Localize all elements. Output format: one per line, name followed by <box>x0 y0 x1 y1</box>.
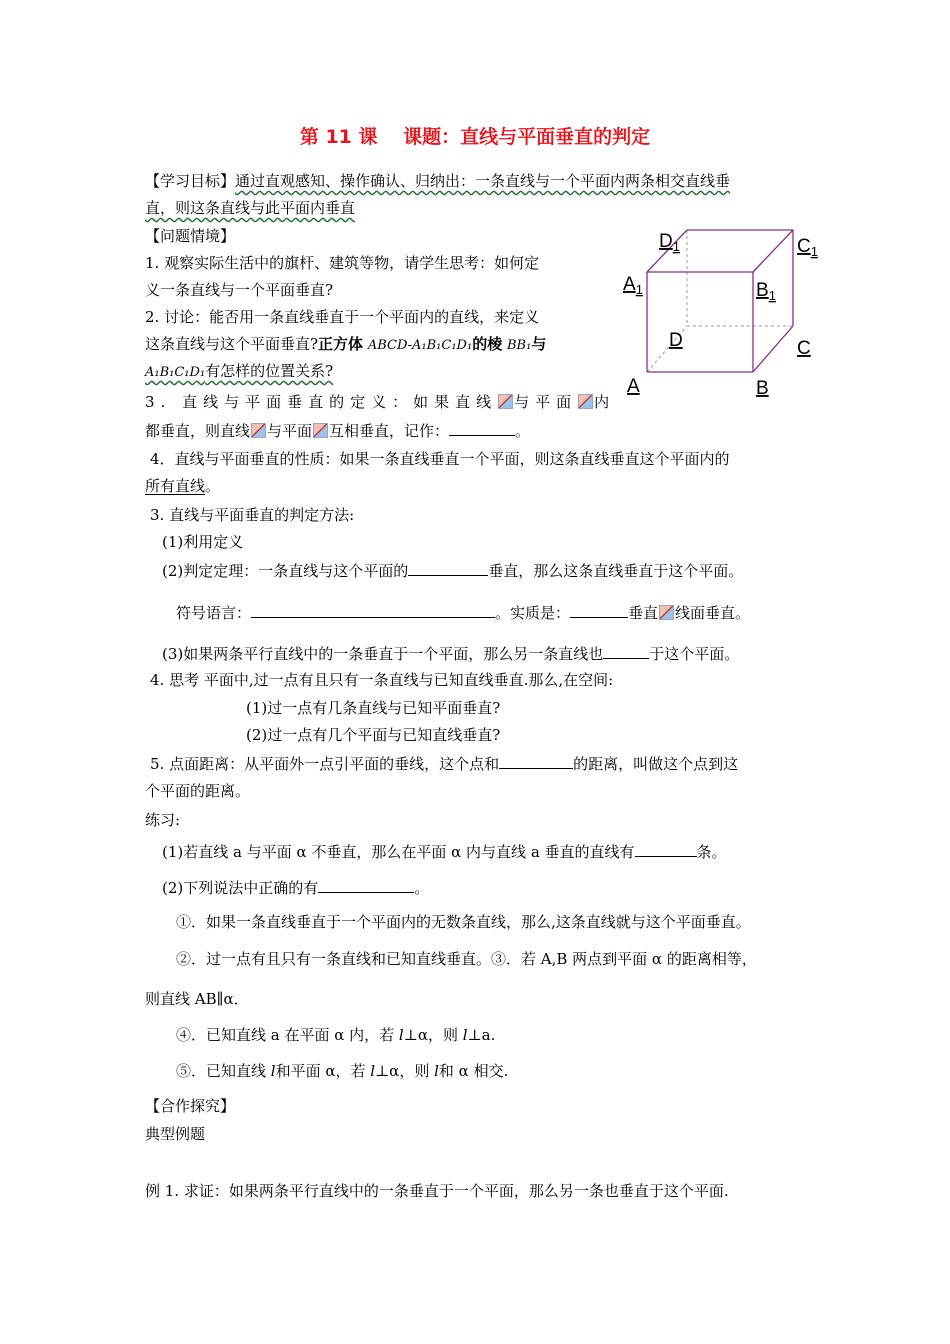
q3-line-1 <box>145 392 615 412</box>
statement-4-b: ⊥α，则 <box>403 1026 463 1044</box>
q3-text-a: 3. 直线与平面垂直的定义：如果直线 <box>145 393 498 411</box>
think-q2: (2)过一点有几个平面与已知直线垂直? <box>246 726 501 744</box>
q2-cube-name: ABCD-A₁B₁C₁D₁ <box>367 338 473 353</box>
cooperate-label: 【合作探究】 <box>145 1097 236 1115</box>
q2-face: A₁B₁C₁D₁ <box>145 365 206 380</box>
broken-image-icon <box>498 394 513 409</box>
label-a: A <box>627 376 640 397</box>
label-a1: $A_1$ <box>623 274 643 297</box>
var-l: l <box>462 1026 468 1044</box>
var-l: l <box>434 1062 439 1080</box>
q3-text-d: 都垂直，则直线 <box>145 422 251 440</box>
statement-5-b: 和平面 α，若 <box>275 1062 371 1080</box>
practice-2-a: (2)下列说法中正确的有 <box>162 879 319 897</box>
broken-image-icon <box>251 423 266 438</box>
situation-label: 【问题情境】 <box>145 227 236 245</box>
statement-2-3: ②．过一点有且只有一条直线和已知直线垂直。③．若 A,B 两点到平面 α 的距离相等， <box>176 950 757 968</box>
answer-blank[interactable] <box>570 602 628 618</box>
practice-label: 练习: <box>145 811 181 829</box>
distance-line-1 <box>150 753 738 774</box>
symbol-a: 符号语言： <box>176 604 252 622</box>
answer-blank[interactable] <box>635 841 697 857</box>
answer-blank[interactable] <box>499 753 573 769</box>
statement-4-c: ⊥a. <box>467 1026 496 1044</box>
q3-line-2 <box>145 420 530 441</box>
broken-image-icon <box>313 423 328 438</box>
goal-text-1: 通过直观感知、操作确认、归纳出：一条直线与一个平面内两条相交直线垂 <box>235 172 731 190</box>
label-d: D <box>669 330 683 351</box>
vertex-labels <box>623 231 818 399</box>
q2-edge-text: 的棱 <box>472 335 503 353</box>
label-b1: $B_1$ <box>756 280 776 303</box>
cooperate-sub: 典型例题 <box>145 1125 206 1143</box>
distance-b: 的距离，叫做这个点到这 <box>573 755 739 773</box>
method-2 <box>162 560 743 581</box>
edge-bc <box>753 326 793 372</box>
think-q1: (1)过一点有几条直线与已知平面垂直? <box>246 699 501 717</box>
q3-text-e: 与平面 <box>267 422 313 440</box>
statement-5-c: ⊥α，则 <box>375 1062 435 1080</box>
statement-3-cont: 则直线 AB∥α． <box>145 990 249 1008</box>
method-3-b: 于这个平面。 <box>649 645 740 663</box>
broken-image-icon <box>578 394 593 409</box>
practice-2-b: 。 <box>414 879 430 897</box>
symbol-c: 垂直 <box>628 604 659 622</box>
method-1: (1)利用定义 <box>162 533 244 551</box>
method-2-b: 垂直，那么这条直线垂直于这个平面。 <box>488 562 744 580</box>
property-line-1: 4．直线与平面垂直的性质：如果一条直线垂直一个平面，则这条直线垂直这个平面内的 <box>150 450 730 468</box>
practice-2 <box>162 877 429 898</box>
answer-blank[interactable] <box>449 420 515 436</box>
property-end: 。 <box>205 477 221 495</box>
goal-line-1 <box>145 171 730 191</box>
q3-text-f: 互相垂直，记作： <box>329 422 450 440</box>
method-2-a: (2)判定定理：一条直线与这个平面的 <box>162 562 409 580</box>
edge-b1c1 <box>753 230 793 272</box>
label-b: B <box>756 378 769 399</box>
methods-heading: 3. 直线与平面垂直的判定方法: <box>150 506 355 524</box>
var-l: l <box>270 1062 276 1080</box>
cube-diagram <box>615 222 835 402</box>
statement-5 <box>176 1061 508 1081</box>
method-3-a: (3)如果两条平行直线中的一条垂直于一个平面，那么另一条直线也 <box>162 645 604 663</box>
property-all-lines: 所有直线 <box>145 477 206 495</box>
method-3 <box>162 643 739 664</box>
statement-4 <box>176 1025 495 1045</box>
broken-image-icon <box>659 605 674 620</box>
label-d1: $D_1$ <box>659 231 680 254</box>
q2-text: 这条直线与这个平面垂直? <box>145 335 319 353</box>
distance-a: 5. 点面距离：从平面外一点引平面的垂线，这个点和 <box>150 755 500 773</box>
symbol-b: 。实质是： <box>495 604 571 622</box>
q1-line-1: 1. 观察实际生活中的旗杆、建筑等物，请学生思考：如何定 <box>145 254 540 272</box>
practice-1-a: (1)若直线 a 与平面 α 不垂直，那么在平面 α 内与直线 a 垂直的直线有 <box>162 843 635 861</box>
answer-blank[interactable] <box>408 560 488 576</box>
var-l: l <box>398 1026 404 1044</box>
q2-with: 与 <box>531 335 547 353</box>
var-l: l <box>370 1062 376 1080</box>
q2-line-1: 2. 讨论：能否用一条直线垂直于一个平面内的直线，来定义 <box>145 308 540 326</box>
statement-5-a: ⑤．已知直线 <box>176 1062 271 1080</box>
q2-relation: 有怎样的位置关系? <box>205 362 334 380</box>
q2-cube-word: 正方体 <box>318 335 364 353</box>
answer-blank[interactable] <box>318 877 414 893</box>
distance-line-2: 个平面的距离。 <box>145 782 251 800</box>
q2-face-relation <box>145 362 333 380</box>
q1-line-2: 义一条直线与一个平面垂直? <box>145 281 334 299</box>
think-line: 4. 思考 平面中,过一点有且只有一条直线与已知直线垂直.那么,在空间: <box>150 671 614 689</box>
q3-text-g: 。 <box>515 422 531 440</box>
goal-line-2 <box>145 198 355 218</box>
q2-line-3 <box>145 361 333 383</box>
example-1: 例 1. 求证：如果两条平行直线中的一条垂直于一个平面，那么另一条也垂直于这个平面. <box>145 1182 729 1200</box>
q2-line-2 <box>145 334 546 356</box>
symbol-line <box>176 602 750 623</box>
answer-blank[interactable] <box>251 602 495 618</box>
statement-5-d: 和 α 相交. <box>438 1062 509 1080</box>
page-title: 第 11 课 课题：直线与平面垂直的判定 <box>299 126 651 148</box>
practice-1 <box>162 841 727 862</box>
label-c: C <box>797 338 811 359</box>
statement-4-a: ④．已知直线 a 在平面 α 内，若 <box>176 1026 399 1044</box>
goal-text-2: 直，则这条直线与此平面内垂直 <box>145 199 356 217</box>
practice-1-b: 条。 <box>696 843 727 861</box>
q3-text-b: 与平面 <box>514 393 578 411</box>
q3-text-c: 内 <box>594 393 616 411</box>
q2-edge: BB₁ <box>506 338 532 353</box>
goal-label: 【学习目标】 <box>145 172 236 190</box>
answer-blank[interactable] <box>603 643 649 659</box>
label-c1: $C_1$ <box>797 236 818 259</box>
property-line-2 <box>145 476 220 496</box>
statement-1: ①．如果一条直线垂直于一个平面内的无数条直线，那么,这条直线就与这个平面垂直。 <box>176 913 751 931</box>
symbol-d: 线面垂直。 <box>675 604 751 622</box>
